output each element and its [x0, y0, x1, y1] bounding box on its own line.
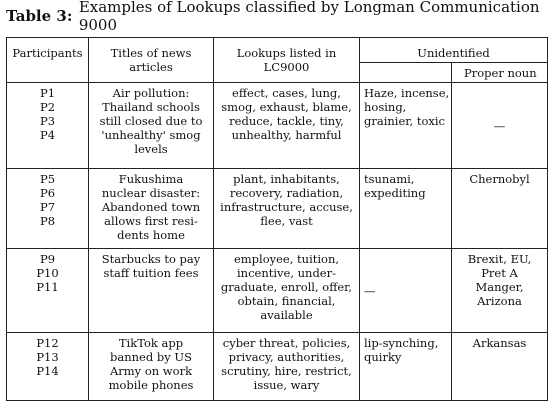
lookups-cell-line: plant, inhabitants,	[233, 172, 340, 186]
participants-cell-line: P1	[39, 86, 56, 100]
participants-cell-line: P11	[36, 280, 59, 294]
lookups-table	[6, 37, 548, 401]
unidentified-cell-line: grainier, toxic	[364, 114, 445, 128]
participants-cell-line: P14	[36, 364, 59, 378]
header-row	[7, 38, 548, 63]
article-title-cell-line: Air pollution:	[112, 86, 190, 100]
lookups-cell-line: flee, vast	[260, 214, 313, 228]
lookups-cell-line: incentive, under-	[236, 266, 336, 280]
table-row	[7, 169, 548, 249]
proper-noun-header: Proper noun	[452, 63, 548, 83]
article-title-cell-line: banned by US	[110, 350, 192, 364]
article-title-cell-line: dents home	[117, 228, 185, 242]
participants-cell-line: P4	[39, 128, 56, 142]
table-number: Table 3:	[6, 7, 73, 25]
lookups-cell	[214, 169, 360, 249]
article-title-cell	[89, 83, 214, 169]
lookups-cell-line: effect, cases, lung,	[232, 86, 341, 100]
lookups-cell-line: smog, exhaust, blame,	[221, 100, 352, 114]
proper-noun-cell-line: Manger,	[475, 280, 524, 294]
proper-noun-cell-line: Arizona	[477, 294, 522, 308]
unidentified-cell-line: —	[364, 284, 376, 298]
proper-noun-cell	[452, 249, 548, 333]
proper-noun-cell-line: —	[493, 119, 506, 133]
participants-cell-line: P3	[39, 114, 56, 128]
unidentified-cell	[360, 83, 452, 169]
article-title-cell-line: Fukushima	[118, 172, 184, 186]
lookups-cell-line: infrastructure, accuse,	[220, 200, 353, 214]
article-title-cell-line: levels	[134, 142, 168, 156]
lookups-header-line: LC9000	[263, 60, 310, 74]
article-title-cell-line: nuclear disaster:	[101, 186, 201, 200]
article-title-cell-line: still closed due to	[99, 114, 203, 128]
titles-header	[89, 38, 214, 83]
lookups-cell-line: employee, tuition,	[233, 252, 340, 266]
participants-cell	[7, 169, 89, 249]
participants-cell-line: P6	[39, 186, 56, 200]
lookups-cell-line: obtain, financial,	[237, 294, 336, 308]
proper-noun-cell	[452, 333, 548, 401]
participants-header: Participants	[7, 38, 89, 83]
participants-cell-line: P13	[36, 350, 59, 364]
article-title-cell-line: staff tuition fees	[103, 266, 199, 280]
participants-cell-line: P12	[36, 336, 59, 350]
lookups-cell-line: issue, wary	[253, 378, 320, 392]
unidentified-cell-line: Haze, incense,	[364, 86, 450, 100]
participants-cell-line: P9	[39, 252, 56, 266]
article-title-cell-line: mobile phones	[108, 378, 194, 392]
table-title: Examples of Lookups classified by Longman Communication 9000	[78, 0, 540, 34]
article-title-cell-line: TikTok app	[118, 336, 184, 350]
unidentified-header: Unidentified	[360, 38, 548, 63]
article-title-cell-line: Abandoned town	[101, 200, 201, 214]
article-title-cell	[89, 249, 214, 333]
article-title-cell	[89, 333, 214, 401]
lookups-cell-line: unhealthy, harmful	[231, 128, 342, 142]
unidentified-cell	[360, 249, 452, 333]
article-title-cell	[89, 169, 214, 249]
unidentified-cell-line: lip-synching,	[364, 336, 439, 350]
article-title-cell-line: 'unhealthy' smog	[101, 128, 201, 142]
table-row	[7, 249, 548, 333]
lookups-cell-line: scrutiny, hire, restrict,	[221, 364, 352, 378]
proper-noun-cell-line: Arkansas	[472, 336, 527, 350]
participants-cell	[7, 249, 89, 333]
participants-cell	[7, 83, 89, 169]
lookups-cell-line: available	[260, 308, 313, 322]
unidentified-cell-line: tsunami,	[364, 172, 415, 186]
participants-cell-line: P5	[39, 172, 56, 186]
proper-noun-cell-line: Pret A	[481, 266, 518, 280]
table-row	[7, 333, 548, 401]
unidentified-cell	[360, 169, 452, 249]
unidentified-cell-line: quirky	[364, 350, 402, 364]
titles-header-line: articles	[129, 60, 173, 74]
lookups-cell-line: privacy, authorities,	[228, 350, 345, 364]
titles-header-line: Titles of news	[110, 46, 192, 60]
lookups-cell-line: recovery, radiation,	[229, 186, 344, 200]
table-caption	[6, 0, 549, 34]
unidentified-cell-line: hosing,	[364, 100, 407, 114]
article-title-cell-line: Thailand schools	[102, 100, 200, 114]
participants-cell-line: P8	[39, 214, 56, 228]
proper-noun-cell-line: Brexit, EU,	[467, 252, 532, 266]
proper-noun-cell	[452, 83, 548, 169]
unidentified-cell-line: expediting	[364, 186, 426, 200]
lookups-cell	[214, 249, 360, 333]
article-title-cell-line: Army on work	[109, 364, 193, 378]
unidentified-cell	[360, 333, 452, 401]
unidentified-blank-header	[360, 63, 452, 83]
proper-noun-cell	[452, 169, 548, 249]
lookups-cell-line: cyber threat, policies,	[222, 336, 351, 350]
lookups-cell-line: graduate, enroll, offer,	[220, 280, 353, 294]
participants-cell	[7, 333, 89, 401]
lookups-cell	[214, 83, 360, 169]
participants-cell-line: P2	[39, 100, 56, 114]
table-row	[7, 83, 548, 169]
lookups-header-line: Lookups listed in	[236, 46, 337, 60]
participants-cell-line: P7	[39, 200, 56, 214]
lookups-cell-line: reduce, tackle, tiny,	[229, 114, 344, 128]
article-title-cell-line: Starbucks to pay	[101, 252, 201, 266]
lookups-cell	[214, 333, 360, 401]
article-title-cell-line: allows first resi-	[104, 214, 198, 228]
proper-noun-cell-line: Chernobyl	[469, 172, 530, 186]
participants-cell-line: P10	[36, 266, 59, 280]
lookups-header	[214, 38, 360, 83]
